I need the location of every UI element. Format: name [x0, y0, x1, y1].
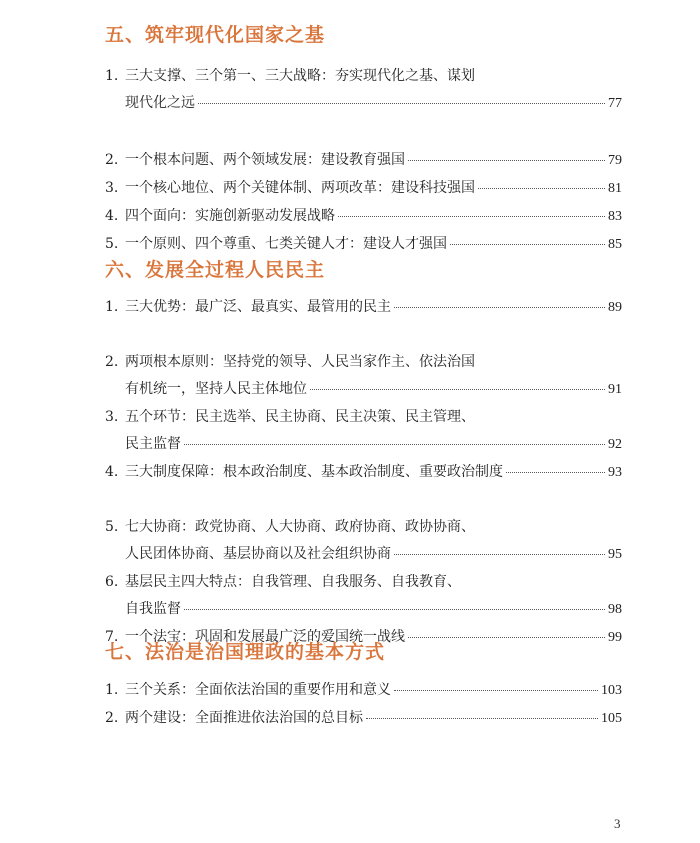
section-title: 六、发展全过程人民民主: [105, 259, 326, 281]
entry-number: 2.: [105, 710, 119, 726]
entry-title: 两项根本原则：坚持党的领导、人民当家作主、依法治国: [125, 354, 475, 370]
entry-title: 自我监督: [125, 601, 181, 617]
dot-leader: [366, 718, 598, 719]
entry-page-number: 83: [608, 209, 622, 224]
dot-leader: [310, 389, 605, 390]
entry-title: 一个法宝：巩固和发展最广泛的爱国统一战线: [125, 629, 405, 645]
entry-page-number: 85: [608, 237, 622, 252]
entry-number: 1.: [105, 682, 119, 698]
entry-page-number: 105: [601, 711, 622, 726]
entry-page-number: 77: [608, 96, 622, 111]
entry-number: 6.: [105, 574, 119, 590]
entry-page-number: 103: [601, 683, 622, 698]
dot-leader: [506, 472, 605, 473]
entry-number: 2.: [105, 354, 119, 370]
entry-title: 三大支撑、三个第一、三大战略：夯实现代化之基、谋划: [125, 68, 475, 84]
dot-leader: [184, 444, 605, 445]
entry-number: 1.: [105, 299, 119, 315]
toc-entry[interactable]: [105, 571, 622, 618]
entry-page-number: 98: [608, 602, 622, 617]
entry-page-number: 95: [608, 547, 622, 562]
entry-title: 两个建设：全面推进依法治国的总目标: [125, 710, 363, 726]
dot-leader: [394, 554, 605, 555]
entry-title: 有机统一，坚持人民主体地位: [125, 381, 307, 397]
toc-entry[interactable]: [105, 233, 622, 253]
page-number: 3: [614, 816, 621, 831]
entry-title: 三大优势：最广泛、最真实、最管用的民主: [125, 299, 391, 315]
toc-entry[interactable]: [105, 149, 622, 169]
dot-leader: [394, 307, 605, 308]
toc-entry[interactable]: [105, 351, 622, 398]
toc-entry[interactable]: [105, 65, 622, 112]
entry-number: 5.: [105, 519, 119, 535]
section-title: 五、筑牢现代化国家之基: [105, 24, 326, 46]
toc-entry[interactable]: [105, 461, 622, 481]
entry-title: 人民团体协商、基层协商以及社会组织协商: [125, 546, 391, 562]
toc-entry[interactable]: [105, 679, 622, 699]
toc-entry[interactable]: [105, 516, 622, 563]
entry-title: 一个根本问题、两个领域发展：建设教育强国: [125, 152, 405, 168]
entry-number: 7.: [105, 629, 119, 645]
entry-number: 4.: [105, 464, 119, 480]
entry-number: 3.: [105, 409, 119, 425]
toc-entry[interactable]: [105, 296, 622, 316]
toc-entry[interactable]: [105, 177, 622, 197]
entry-number: 1.: [105, 68, 119, 84]
dot-leader: [478, 188, 605, 189]
dot-leader: [184, 609, 605, 610]
entry-title: 一个核心地位、两个关键体制、两项改革：建设科技强国: [125, 180, 475, 196]
section-title: 七、法治是治国理政的基本方式: [105, 641, 386, 663]
dot-leader: [198, 103, 605, 104]
toc-entry[interactable]: [105, 707, 622, 727]
dot-leader: [338, 216, 605, 217]
entry-title: 三大制度保障：根本政治制度、基本政治制度、重要政治制度: [125, 464, 503, 480]
dot-leader: [408, 160, 605, 161]
entry-title: 民主监督: [125, 436, 181, 452]
entry-title: 三个关系：全面依法治国的重要作用和意义: [125, 682, 391, 698]
entry-page-number: 89: [608, 300, 622, 315]
entry-page-number: 99: [608, 630, 622, 645]
entry-number: 4.: [105, 208, 119, 224]
entry-page-number: 81: [608, 181, 622, 196]
dot-leader: [408, 637, 605, 638]
entry-title: 五个环节：民主选举、民主协商、民主决策、民主管理、: [125, 409, 475, 425]
entry-number: 5.: [105, 236, 119, 252]
entry-number: 3.: [105, 180, 119, 196]
entry-title: 一个原则、四个尊重、七类关键人才：建设人才强国: [125, 236, 447, 252]
entry-page-number: 91: [608, 382, 622, 397]
entry-title: 七大协商：政党协商、人大协商、政府协商、政协协商、: [125, 519, 475, 535]
toc-entry[interactable]: [105, 406, 622, 453]
entry-page-number: 93: [608, 465, 622, 480]
entry-title: 现代化之远: [125, 95, 195, 111]
entry-title: 基层民主四大特点：自我管理、自我服务、自我教育、: [125, 574, 461, 590]
entry-title: 四个面向：实施创新驱动发展战略: [125, 208, 335, 224]
entry-page-number: 92: [608, 437, 622, 452]
dot-leader: [450, 244, 605, 245]
dot-leader: [394, 690, 598, 691]
entry-page-number: 79: [608, 153, 622, 168]
toc-entry[interactable]: [105, 205, 622, 225]
entry-number: 2.: [105, 152, 119, 168]
